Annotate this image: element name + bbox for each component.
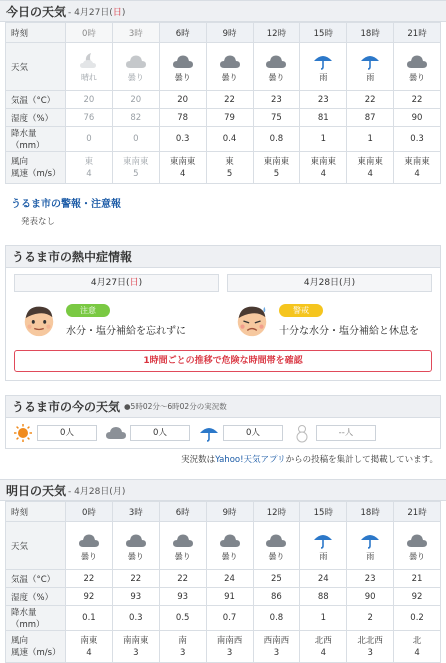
cloud-icon: [406, 51, 428, 71]
now-snow-count: --人: [316, 425, 376, 441]
warning-section: [5, 190, 441, 233]
weather-cell: [112, 43, 159, 91]
moon-cloud-icon: [78, 51, 100, 71]
wind-cell: [112, 631, 159, 663]
yahoo-app-link[interactable]: Yahoo!天気アプリ: [215, 455, 286, 465]
wind-direction: 東: [225, 156, 234, 167]
row-label-humidity: 湿度（%）: [6, 109, 66, 127]
face-warning-icon: [233, 301, 271, 339]
weather-label: 雨: [366, 551, 375, 561]
precip-cell: 0.3: [394, 127, 441, 152]
weather-cell: [300, 522, 347, 570]
humidity-cell: 92: [66, 588, 113, 606]
weather-cell: [394, 43, 441, 91]
heatstroke-date: 4月28日(月): [227, 274, 432, 292]
heat-level-badge: 注意: [66, 304, 110, 317]
weather-label: 曇り: [127, 72, 144, 82]
wind-cell: [347, 152, 394, 184]
warning-title[interactable]: うるま市の警報・注意報: [11, 199, 121, 210]
wind-direction: 南東: [80, 635, 98, 646]
hour-cell: 18時: [347, 23, 394, 43]
humidity-cell: 76: [66, 109, 113, 127]
temp-cell: 23: [347, 570, 394, 588]
weather-label: 曇り: [174, 72, 191, 82]
weather-cell: [206, 43, 253, 91]
weather-cell: [112, 522, 159, 570]
humidity-cell: 86: [253, 588, 300, 606]
cloud-icon: [219, 51, 241, 71]
cloud-icon: [172, 530, 194, 550]
tomorrow-header: [0, 479, 446, 501]
weather-label: 雨: [366, 72, 375, 82]
weather-label: 曇り: [409, 551, 426, 561]
wind-direction: 東南東: [310, 156, 337, 167]
weather-cell: [394, 522, 441, 570]
humidity-cell: 75: [253, 109, 300, 127]
temp-cell: 23: [300, 91, 347, 109]
hour-cell: 3時: [112, 502, 159, 522]
weather-cell: [66, 522, 113, 570]
weather-cell: [66, 43, 113, 91]
hour-cell: 21時: [394, 502, 441, 522]
row-label-wind: 風向 風速（m/s）: [6, 152, 66, 184]
precip-cell: 0.2: [394, 606, 441, 631]
hour-cell: 12時: [253, 502, 300, 522]
heatstroke-header: [6, 246, 440, 268]
wind-direction: 東: [84, 156, 94, 167]
wind-direction: 東南東: [263, 156, 290, 167]
temp-cell: 21: [394, 570, 441, 588]
heatstroke-title: うるま市の熱中症情報: [12, 250, 133, 264]
wind-speed: 3: [367, 647, 373, 658]
now-sun-item[interactable]: [12, 423, 97, 443]
wind-cell: [347, 631, 394, 663]
hour-cell: 0時: [66, 502, 113, 522]
row-label-time: 時刻: [6, 502, 66, 522]
temp-cell: 23: [253, 91, 300, 109]
cloud-icon: [406, 530, 428, 550]
wind-speed: 5: [133, 168, 139, 179]
weather-label: 曇り: [268, 72, 285, 82]
wind-direction: 北西: [314, 635, 332, 646]
temp-cell: 20: [159, 91, 206, 109]
humidity-cell: 92: [394, 588, 441, 606]
now-weather-subtitle: ●5時02分〜6時02分の実況数: [124, 402, 227, 411]
umbrella-icon: [312, 530, 334, 550]
cloud-icon: [265, 51, 287, 71]
umbrella-icon: [359, 51, 381, 71]
heat-level-badge: 警戒: [279, 304, 323, 317]
weather-label: 雨: [319, 551, 328, 561]
wind-cell: [253, 152, 300, 184]
wind-speed: 4: [414, 647, 420, 658]
cloud-icon: [219, 530, 241, 550]
temp-cell: 20: [112, 91, 159, 109]
wind-cell: [66, 631, 113, 663]
heat-message: 十分な水分・塩分補給と休息を: [279, 325, 419, 337]
cloud-icon: [125, 51, 147, 71]
temp-cell: 22: [394, 91, 441, 109]
now-snow-item[interactable]: [291, 423, 376, 443]
weather-cell: [347, 43, 394, 91]
row-label-time: 時刻: [6, 23, 66, 43]
now-cloud-item[interactable]: [105, 423, 190, 443]
now-weather-header: [6, 396, 440, 418]
wind-speed: 4: [86, 647, 92, 658]
umbrella-icon: [312, 51, 334, 71]
weather-label: 曇り: [127, 551, 144, 561]
temp-cell: 22: [206, 91, 253, 109]
heatstroke-section: [5, 245, 441, 381]
humidity-cell: 79: [206, 109, 253, 127]
row-label-weather: 天気: [6, 43, 66, 91]
cloud-icon: [105, 423, 127, 443]
wind-direction: 西南西: [263, 635, 290, 646]
hour-cell: 0時: [66, 23, 113, 43]
precip-cell: 0.8: [253, 606, 300, 631]
weather-label: 曇り: [221, 551, 238, 561]
precip-cell: 1: [300, 606, 347, 631]
wind-direction: 北: [412, 635, 422, 646]
temp-cell: 25: [253, 570, 300, 588]
precip-cell: 0: [112, 127, 159, 152]
hour-cell: 6時: [159, 502, 206, 522]
humidity-cell: 90: [347, 588, 394, 606]
wind-speed: 4: [320, 647, 327, 658]
humidity-cell: 90: [394, 109, 441, 127]
today-header: [0, 0, 446, 22]
weather-label: 曇り: [409, 72, 426, 82]
precip-cell: 0.4: [206, 127, 253, 152]
now-cloud-count: 0人: [130, 425, 190, 441]
heatstroke-date: 4月27日(日): [14, 274, 219, 292]
tomorrow-forecast-table: [5, 501, 441, 663]
wind-direction: 南南東: [123, 635, 149, 646]
row-label-humidity: 湿度（%）: [6, 588, 66, 606]
weather-label: 曇り: [80, 551, 97, 561]
weather-label: 曇り: [221, 72, 238, 82]
temp-cell: 24: [300, 570, 347, 588]
wind-cell: [206, 631, 253, 663]
temp-cell: 22: [347, 91, 394, 109]
wind-direction: 北北西: [357, 635, 383, 646]
now-rain-count: 0人: [223, 425, 283, 441]
precip-cell: 1: [347, 127, 394, 152]
temp-cell: 24: [206, 570, 253, 588]
hour-cell: 15時: [300, 23, 347, 43]
snowman-icon: [291, 423, 313, 443]
heatstroke-day-today: [14, 274, 219, 348]
today-title: 今日の天気: [6, 4, 67, 19]
hour-cell: 6時: [159, 23, 206, 43]
weather-cell: [347, 522, 394, 570]
temp-cell: 20: [66, 91, 113, 109]
weather-cell: [206, 522, 253, 570]
wind-direction: 南: [178, 635, 187, 646]
cloud-icon: [265, 530, 287, 550]
weather-cell: [159, 43, 206, 91]
wind-speed: 4: [86, 168, 92, 179]
humidity-cell: 87: [347, 109, 394, 127]
weather-cell: [159, 522, 206, 570]
wind-direction: 東南東: [404, 156, 430, 167]
wind-direction: 南南西: [216, 635, 243, 646]
wind-cell: [394, 152, 441, 184]
weather-label: 曇り: [268, 551, 285, 561]
wind-cell: [394, 631, 441, 663]
now-weather-section: [5, 395, 441, 449]
wind-cell: [66, 152, 113, 184]
weather-label: 晴れ: [80, 72, 97, 82]
face-caution-icon: [20, 301, 58, 339]
wind-direction: 東南東: [123, 156, 149, 167]
wind-cell: [159, 152, 206, 184]
today-forecast-table: [5, 22, 441, 184]
tomorrow-title: 明日の天気: [6, 483, 67, 498]
wind-speed: 3: [273, 647, 280, 658]
humidity-cell: 88: [300, 588, 347, 606]
precip-cell: 2: [347, 606, 394, 631]
precip-cell: 0: [66, 127, 113, 152]
wind-speed: 3: [133, 647, 139, 658]
hour-cell: 15時: [300, 502, 347, 522]
row-label-precip: 降水量（mm）: [6, 606, 66, 631]
precip-cell: 0.7: [206, 606, 253, 631]
hour-cell: 21時: [394, 23, 441, 43]
hour-cell: 12時: [253, 23, 300, 43]
precip-cell: 0.3: [159, 127, 206, 152]
now-rain-item[interactable]: [198, 423, 283, 443]
today-date: - 4月27日(日): [68, 7, 126, 18]
umbrella-icon: [198, 423, 220, 443]
wind-direction: 東南東: [169, 156, 196, 167]
weather-label: 雨: [319, 72, 328, 82]
heatstroke-hourly-link[interactable]: 1時間ごとの推移で危険な時間帯を確認: [14, 350, 432, 372]
umbrella-icon: [359, 530, 381, 550]
weather-cell: [300, 43, 347, 91]
row-label-temp: 気温（°C）: [6, 91, 66, 109]
wind-cell: [253, 631, 300, 663]
weather-cell: [253, 522, 300, 570]
wind-cell: [159, 631, 206, 663]
heat-message: 水分・塩分補給を忘れずに: [66, 325, 186, 337]
wind-speed: 5: [226, 168, 233, 179]
hour-cell: 9時: [206, 23, 253, 43]
humidity-cell: 78: [159, 109, 206, 127]
wind-speed: 4: [367, 168, 373, 179]
precip-cell: 0.5: [159, 606, 206, 631]
wind-speed: 4: [414, 168, 420, 179]
now-note: 実況数はYahoo!天気アプリからの投稿を集計して掲載しています。: [181, 455, 438, 465]
precip-cell: 0.1: [66, 606, 113, 631]
wind-speed: 3: [226, 647, 233, 658]
precip-cell: 0.8: [253, 127, 300, 152]
wind-cell: [300, 152, 347, 184]
wind-direction: 東南東: [357, 156, 383, 167]
temp-cell: 22: [66, 570, 113, 588]
wind-cell: [300, 631, 347, 663]
row-label-weather: 天気: [6, 522, 66, 570]
now-weather-title: うるま市の今の天気: [12, 400, 121, 414]
warning-body: 発表なし: [21, 217, 56, 227]
precip-cell: 0.3: [112, 606, 159, 631]
sun-icon: [12, 423, 34, 443]
cloud-icon: [125, 530, 147, 550]
humidity-cell: 91: [206, 588, 253, 606]
temp-cell: 22: [112, 570, 159, 588]
hour-cell: 9時: [206, 502, 253, 522]
wind-speed: 4: [320, 168, 327, 179]
row-label-temp: 気温（°C）: [6, 570, 66, 588]
wind-speed: 3: [179, 647, 186, 658]
humidity-cell: 81: [300, 109, 347, 127]
wind-cell: [206, 152, 253, 184]
cloud-icon: [78, 530, 100, 550]
hour-cell: 3時: [112, 23, 159, 43]
hour-cell: 18時: [347, 502, 394, 522]
wind-speed: 4: [179, 168, 186, 179]
cloud-icon: [172, 51, 194, 71]
heatstroke-day-tomorrow: [227, 274, 432, 348]
row-label-wind: 風向 風速（m/s）: [6, 631, 66, 663]
row-label-precip: 降水量（mm）: [6, 127, 66, 152]
weather-label: 曇り: [174, 551, 191, 561]
weather-cell: [253, 43, 300, 91]
wind-speed: 5: [273, 168, 280, 179]
tomorrow-date: - 4月28日(月): [68, 486, 126, 497]
humidity-cell: 82: [112, 109, 159, 127]
humidity-cell: 93: [112, 588, 159, 606]
wind-cell: [112, 152, 159, 184]
precip-cell: 1: [300, 127, 347, 152]
now-sun-count: 0人: [37, 425, 97, 441]
temp-cell: 22: [159, 570, 206, 588]
humidity-cell: 93: [159, 588, 206, 606]
